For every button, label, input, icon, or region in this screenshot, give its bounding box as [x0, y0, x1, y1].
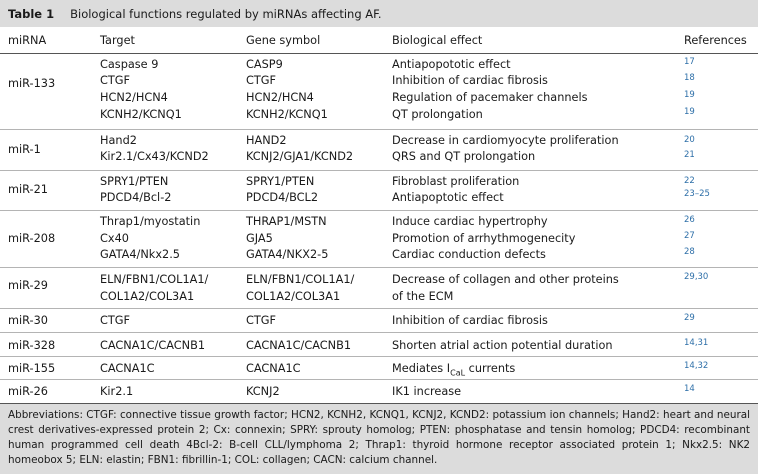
- group-mir-26: [0, 380, 758, 404]
- gene-cell: GJA5: [246, 232, 273, 245]
- table-row: [0, 248, 758, 263]
- gene-cell: ELN/FBN1/COL1A1/: [246, 273, 355, 286]
- gene-cell: CACNA1C: [246, 362, 301, 375]
- mirna-label: miR-328: [8, 339, 56, 352]
- group-mir-155: [0, 357, 758, 380]
- target-cell: Hand2: [100, 134, 137, 147]
- reference-link[interactable]: 20: [684, 135, 695, 145]
- effect-cell: Decrease of collagen and other proteins: [392, 273, 619, 286]
- table-row: [0, 134, 758, 149]
- target-cell: Cx40: [100, 232, 129, 245]
- effect-cell: of the ECM: [392, 290, 454, 303]
- group-mir-133: [0, 54, 758, 130]
- gene-cell: PDCD4/BCL2: [246, 191, 319, 204]
- target-cell: Caspase 9: [100, 58, 159, 71]
- mirna-label: miR-29: [8, 279, 48, 292]
- table-row: [0, 385, 758, 400]
- reference-link[interactable]: 29,30: [684, 272, 709, 282]
- reference-link[interactable]: 14: [684, 384, 695, 394]
- target-cell: COL1A2/COL3A1: [100, 290, 195, 303]
- target-cell: ELN/FBN1/COL1A1/: [100, 273, 209, 286]
- target-cell: Thrap1/myostatin: [100, 215, 201, 228]
- table-title: Biological functions regulated by miRNAs affecting AF.: [70, 6, 382, 21]
- reference-link[interactable]: 21: [684, 150, 695, 160]
- header-mirna: miRNA: [8, 34, 47, 47]
- mirna-label: miR-208: [8, 232, 56, 245]
- reference-link[interactable]: 18: [684, 73, 695, 83]
- gene-cell: HAND2: [246, 134, 287, 147]
- effect-cell: Fibroblast proliferation: [392, 175, 520, 188]
- table-row: [0, 150, 758, 165]
- reference-link[interactable]: 14,31: [684, 338, 709, 348]
- effect-cell: Promotion of arrhythmogenecity: [392, 232, 576, 245]
- effect-cell: Inhibition of cardiac fibrosis: [392, 74, 548, 87]
- table-row: [0, 215, 758, 230]
- table-row: [0, 108, 758, 123]
- group-mir-30: [0, 309, 758, 333]
- gene-cell: KCNH2/KCNQ1: [246, 108, 328, 121]
- effect-cell: QRS and QT prolongation: [392, 150, 536, 163]
- effect-cell: [392, 362, 515, 380]
- mirna-label: miR-30: [8, 314, 48, 327]
- gene-cell: CTGF: [246, 314, 277, 327]
- target-cell: CTGF: [100, 74, 131, 87]
- target-cell: HCN2/HCN4: [100, 91, 168, 104]
- table-row: [0, 339, 758, 354]
- effect-subscript: CaL: [450, 368, 466, 378]
- table-row: [0, 362, 758, 377]
- reference-link[interactable]: 14,32: [684, 361, 709, 371]
- target-cell: SPRY1/PTEN: [100, 175, 169, 188]
- group-mir-21: [0, 171, 758, 211]
- gene-cell: HCN2/HCN4: [246, 91, 314, 104]
- effect-text: Mediates I: [392, 362, 451, 375]
- gene-cell: KCNJ2: [246, 385, 280, 398]
- mirna-label: miR-21: [8, 183, 48, 196]
- effect-cell: QT prolongation: [392, 108, 483, 121]
- target-cell: GATA4/Nkx2.5: [100, 248, 180, 261]
- effect-cell: Induce cardiac hypertrophy: [392, 215, 548, 228]
- effect-cell: Antiapopototic effect: [392, 58, 511, 71]
- table-header: [0, 27, 758, 54]
- target-cell: CTGF: [100, 314, 131, 327]
- reference-link[interactable]: 19: [684, 107, 695, 117]
- gene-cell: COL1A2/COL3A1: [246, 290, 341, 303]
- gene-cell: CACNA1C/CACNB1: [246, 339, 352, 352]
- table-row: [0, 314, 758, 329]
- group-mir-208: [0, 211, 758, 268]
- target-cell: CACNA1C/CACNB1: [100, 339, 206, 352]
- group-mir-1: [0, 130, 758, 171]
- group-mir-29: [0, 268, 758, 309]
- reference-link[interactable]: 29: [684, 313, 695, 323]
- effect-cell: Decrease in cardiomyocyte proliferation: [392, 134, 619, 147]
- reference-link[interactable]: 23–25: [684, 189, 710, 199]
- effect-text-suffix: currents: [465, 362, 516, 375]
- mirna-label: miR-1: [8, 143, 41, 156]
- header-biological-effect: Biological effect: [392, 34, 483, 47]
- table-footnote: Abbreviations: CTGF: connective tissue growth factor; HCN2, KCNH2, KCNQ1, KCNJ2, KCND2: potassium ion channels; Hand2: heart and neural crest derivatives-expressed protein 2; Cx: connexin; SPRY: sprouty homolog; PTEN: phosphatase and tensin homolog; PDCD4: recombinant human programmed cell death 4Bcl-2: B-cell CLL/lymphoma 2; Thrap1: thyroid hormone receptor associated protein 1; Nkx2.5: NK2 homeobox 5; ELN: elastin; FBN1: fibrillin-1; COL: collagen; CACN: calcium channel.: [0, 404, 758, 474]
- effect-cell: IK1 increase: [392, 385, 462, 398]
- gene-cell: KCNJ2/GJA1/KCND2: [246, 150, 354, 163]
- reference-link[interactable]: 28: [684, 247, 695, 257]
- table-number: Table 1: [8, 6, 55, 21]
- reference-link[interactable]: 27: [684, 231, 695, 241]
- reference-link[interactable]: 17: [684, 57, 695, 67]
- reference-link[interactable]: 22: [684, 176, 695, 186]
- table-row: [0, 273, 758, 288]
- effect-cell: Regulation of pacemaker channels: [392, 91, 588, 104]
- table-row: [0, 91, 758, 106]
- mirna-label: miR-155: [8, 362, 56, 375]
- header-target: Target: [100, 34, 135, 47]
- mirna-label: miR-26: [8, 385, 48, 398]
- target-cell: KCNH2/KCNQ1: [100, 108, 182, 121]
- effect-cell: Antiapoptotic effect: [392, 191, 504, 204]
- gene-cell: SPRY1/PTEN: [246, 175, 315, 188]
- target-cell: Kir2.1: [100, 385, 134, 398]
- target-cell: Kir2.1/Cx43/KCND2: [100, 150, 209, 163]
- table-row: [0, 232, 758, 247]
- gene-cell: CTGF: [246, 74, 277, 87]
- effect-cell: Cardiac conduction defects: [392, 248, 546, 261]
- group-mir-328: [0, 333, 758, 357]
- table-row: [0, 74, 758, 89]
- header-gene-symbol: Gene symbol: [246, 34, 321, 47]
- gene-cell: GATA4/NKX2-5: [246, 248, 329, 261]
- gene-cell: CASP9: [246, 58, 283, 71]
- target-cell: PDCD4/Bcl-2: [100, 191, 172, 204]
- effect-cell: Inhibition of cardiac fibrosis: [392, 314, 548, 327]
- mirna-label: miR-133: [8, 77, 56, 90]
- gene-cell: THRAP1/MSTN: [246, 215, 327, 228]
- target-cell: CACNA1C: [100, 362, 155, 375]
- header-references: References: [684, 34, 747, 47]
- reference-link[interactable]: 19: [684, 90, 695, 100]
- table-caption: [0, 0, 758, 27]
- effect-cell: Shorten atrial action potential duration: [392, 339, 613, 352]
- table-row: [0, 58, 758, 73]
- reference-link[interactable]: 26: [684, 215, 695, 225]
- table-row: [0, 191, 758, 206]
- table-row: [0, 175, 758, 190]
- table-row: [0, 290, 758, 305]
